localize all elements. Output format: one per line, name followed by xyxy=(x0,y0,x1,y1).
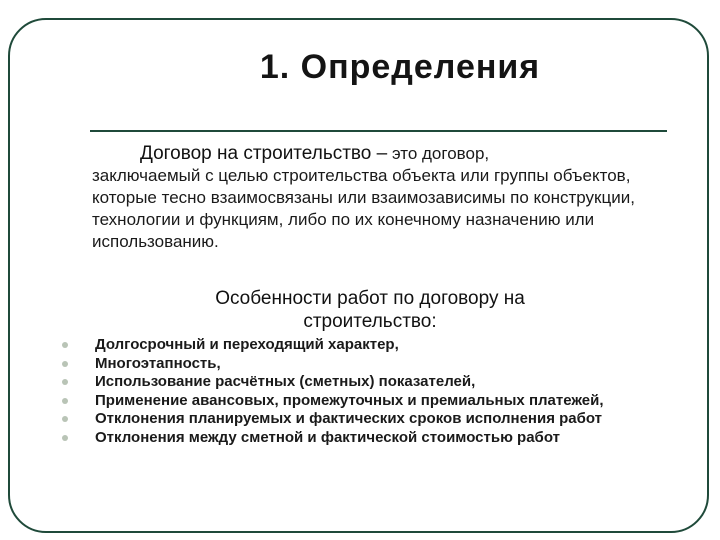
title-divider xyxy=(90,130,667,132)
list-item xyxy=(62,393,662,410)
list-item xyxy=(62,430,662,447)
features-heading-colon: : xyxy=(431,311,437,332)
slide-frame xyxy=(8,18,709,533)
list-item-text: Многоэтапность, xyxy=(95,354,221,372)
definition-first-line-rest: это договор, xyxy=(387,144,490,163)
definition-term: Договор на строительство – xyxy=(140,143,388,164)
list-item-text: Отклонения между сметной и фактической стоимостью работ xyxy=(95,428,560,446)
features-list xyxy=(62,337,662,448)
list-item-text: Отклонения планируемых и фактических сроков исполнения работ xyxy=(95,410,603,427)
features-heading-line2: строительство xyxy=(303,311,432,332)
definition-block xyxy=(92,143,652,253)
bullet-icon xyxy=(62,416,68,422)
features-heading xyxy=(150,287,590,333)
bullet-icon xyxy=(62,379,68,385)
features-heading-line1: Особенности работ по договору на xyxy=(215,288,525,309)
list-item xyxy=(62,374,662,391)
bullet-icon xyxy=(62,342,68,348)
list-item xyxy=(62,356,662,373)
list-item xyxy=(62,337,662,354)
bullet-icon xyxy=(62,435,68,441)
slide-title: 1. Определения xyxy=(259,48,541,86)
definition-body: заключаемый с целью строительства объекта или группы объектов, которые тесно взаимосвязаны или взаимозависимы по конструкции, технологии и функциям, либо по их конечному назначению или использованию. xyxy=(92,166,635,251)
bullet-icon xyxy=(62,361,68,367)
list-item-text: Долгосрочный и переходящий характер, xyxy=(95,336,399,353)
definition-first-line xyxy=(92,143,652,165)
list-item xyxy=(62,411,662,428)
bullet-icon xyxy=(62,398,68,404)
list-item-text: Применение авансовых, промежуточных и премиальных платежей, xyxy=(95,391,604,409)
list-item-text: Использование расчётных (сметных) показателей, xyxy=(95,373,476,390)
